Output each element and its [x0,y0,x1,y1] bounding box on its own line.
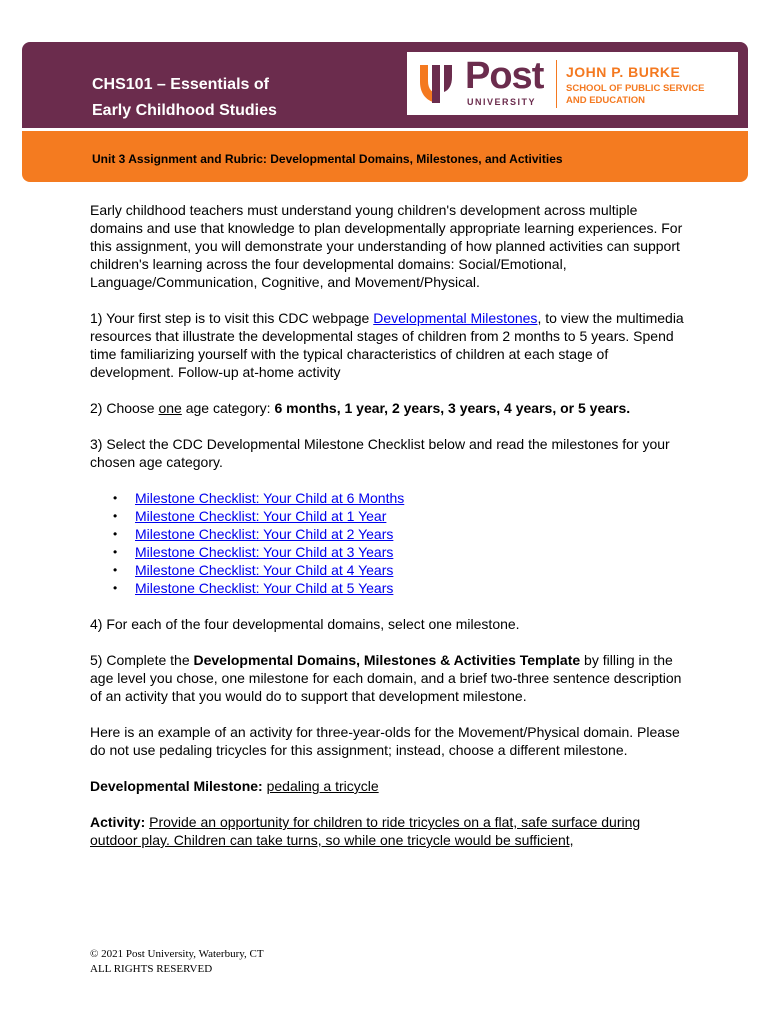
course-title-line2: Early Childhood Studies [92,102,277,119]
step-5 [90,651,690,705]
list-item [90,489,690,507]
step-5-text-end: by filling in the age level you chose, one milestone for each domain, and a brief two-three sentence description of an activity that you would do to support that development milestone. [90,652,682,704]
template-name: Developmental Domains, Milestones & Activities Template [193,652,581,668]
step-1-text: 1) Your first step is to visit this CDC webpage [90,310,374,326]
course-title-line1: CHS101 – Essentials of [92,76,269,93]
list-item [90,579,690,597]
document-body [90,201,690,867]
step-1-text-end: , to view the multimedia resources that illustrate the developmental stages of children from 2 months to 5 years. Spend time familiarizing yourself with the typical characteristics of children at each stage of development. Follow-up at-home activity [90,310,684,380]
step-2-middle: age category: [181,400,275,416]
milestone-value: pedaling a tricycle [266,778,379,794]
step-4: 4) For each of the four developmental domains, select one milestone. [90,616,520,632]
checklist-link-5-years[interactable]: Milestone Checklist: Your Child at 5 Years [135,580,394,596]
activity-value: Provide an opportunity for children to ride tricycles on a flat, safe surface during outdoor play. Children can take turns, so while one tricycle would be sufficient, [90,814,641,848]
step-2-underlined: one [158,400,182,416]
copyright: © 2021 Post University, Waterbury, CT [90,948,264,960]
list-item [90,561,690,579]
milestone-label: Developmental Milestone: [90,778,263,794]
age-categories: 6 months, 1 year, 2 years, 3 years, 4 years, or 5 years. [274,400,631,416]
step-5-text: 5) Complete the [90,652,194,668]
school-line-2: AND EDUCATION [566,95,645,106]
logo-divider [556,60,557,108]
unit-title: Unit 3 Assignment and Rubric: Developmental Domains, Milestones, and Activities [92,152,563,166]
intro-paragraph: Early childhood teachers must understand young children's development across multiple domains and use that knowledge to plan developmentally appropriate learning experiences. For this assignment, you will demonstrate your understanding of how planned activities can support children's learning across the four developmental domains: Social/Emotional, Language/Communication, Cognitive, and Movement/Physical. [90,202,683,290]
step-2-text: 2) Choose [90,400,159,416]
checklist-link-6-months[interactable]: Milestone Checklist: Your Child at 6 Months [135,490,405,506]
rights-reserved: ALL RIGHTS RESERVED [90,963,213,975]
step-3: 3) Select the CDC Developmental Milestone Checklist below and read the milestones for your chosen age category. [90,436,670,470]
course-title [92,72,277,124]
school-name: JOHN P. BURKE [566,64,681,80]
developmental-milestones-link[interactable]: Developmental Milestones [373,310,538,326]
checklist-link-1-year[interactable]: Milestone Checklist: Your Child at 1 Year [135,508,387,524]
post-logo-mark-icon [418,63,462,105]
logo-name: Post [465,55,544,97]
activity-label: Activity: [90,814,146,830]
logo-university: UNIVERSITY [467,97,537,107]
checklist-link-4-years[interactable]: Milestone Checklist: Your Child at 4 Years [135,562,394,578]
step-2 [90,399,690,417]
list-item [90,507,690,525]
checklist-list [90,489,690,597]
activity-example [90,813,690,849]
step-1 [90,309,690,381]
list-item [90,525,690,543]
milestone-example [90,777,690,795]
list-item [90,543,690,561]
post-university-logo [407,52,738,115]
checklist-link-2-years[interactable]: Milestone Checklist: Your Child at 2 Years [135,526,394,542]
school-line-1: SCHOOL OF PUBLIC SERVICE [566,83,705,94]
example-paragraph: Here is an example of an activity for three-year-olds for the Movement/Physical domain. Please do not use pedaling tricycles for this assignment; instead, choose a different milestone. [90,724,680,758]
checklist-link-3-years[interactable]: Milestone Checklist: Your Child at 3 Years [135,544,394,560]
footer [90,947,264,977]
